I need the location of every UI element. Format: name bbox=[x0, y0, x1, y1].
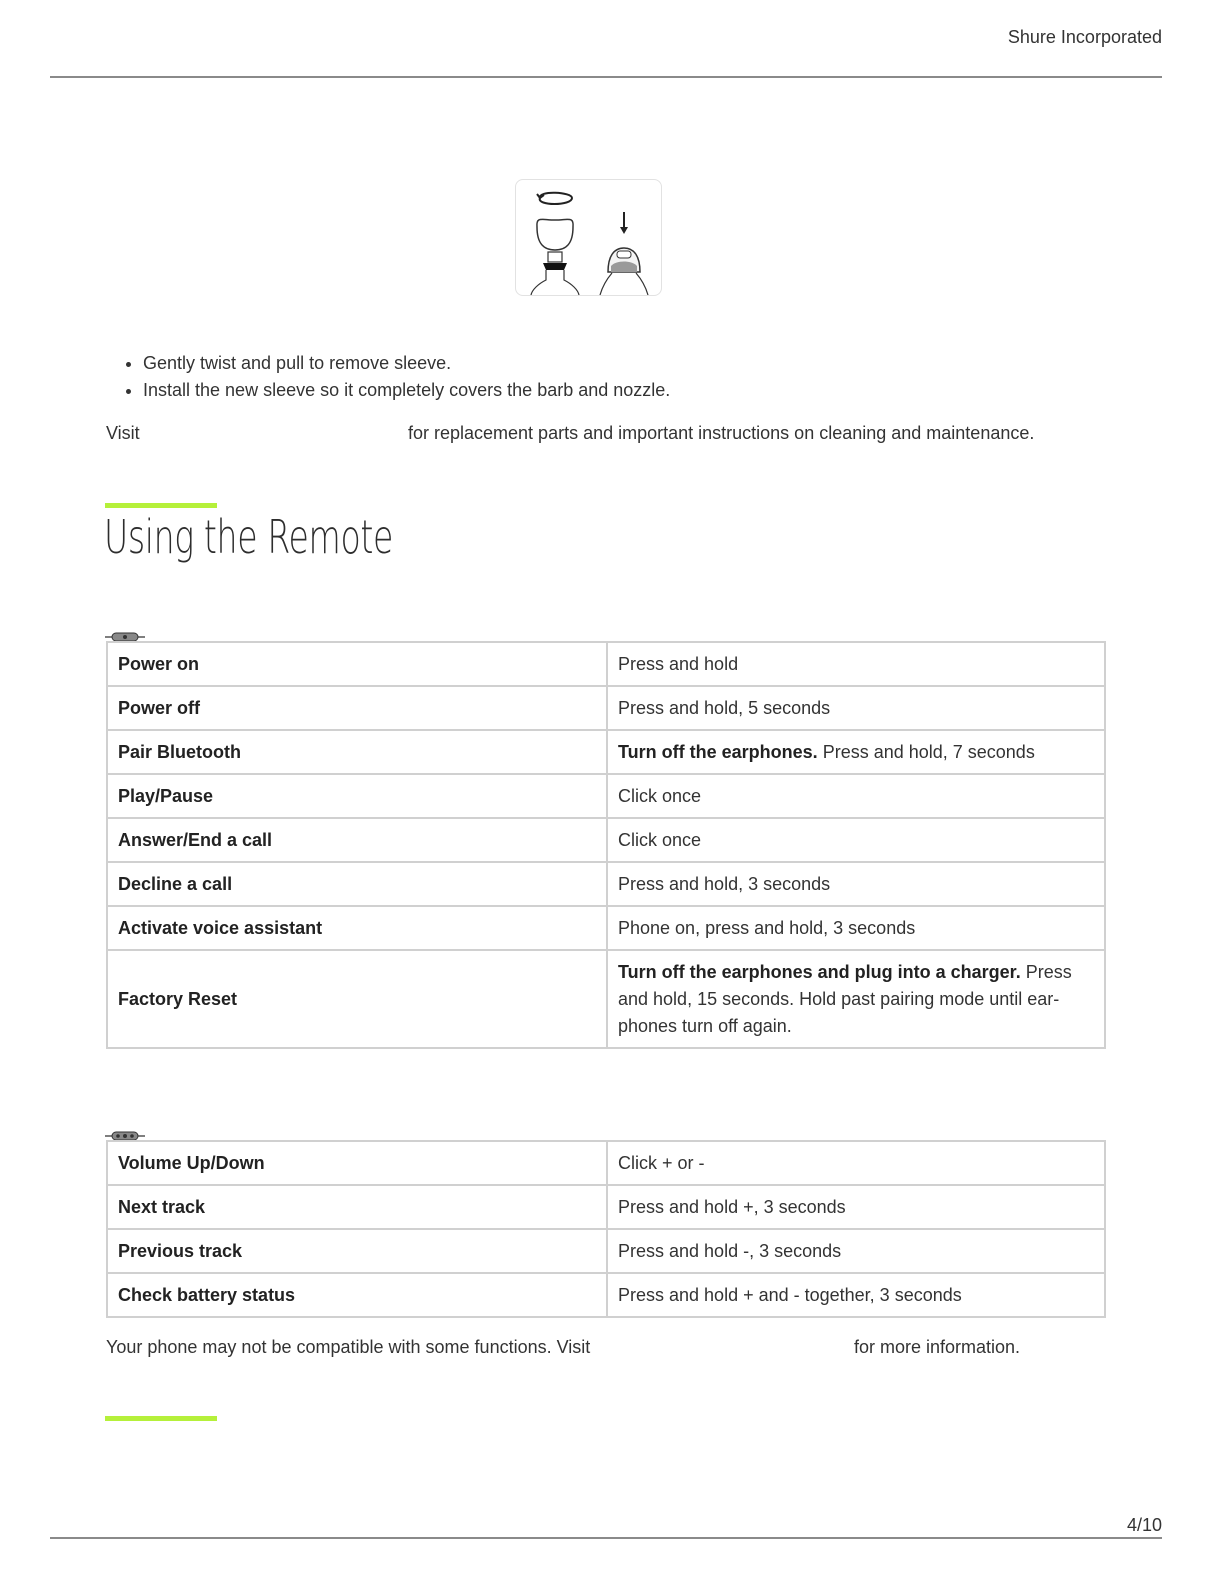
instruction-emphasis: Turn off the earphones. bbox=[618, 741, 818, 762]
header-rule bbox=[50, 76, 1162, 78]
compat-suffix: for more information. bbox=[854, 1337, 1021, 1357]
sleeve-replacement-illustration bbox=[515, 179, 662, 296]
instruction-cell: Phone on, press and hold, 3 seconds bbox=[607, 906, 1105, 950]
visit-parts-line bbox=[106, 423, 1035, 444]
table-row bbox=[107, 950, 1105, 1048]
table-row bbox=[107, 642, 1105, 686]
remote-volume-buttons-table bbox=[106, 1140, 1106, 1318]
action-cell: Answer/End a call bbox=[107, 818, 607, 862]
twist-arrow-icon bbox=[540, 193, 572, 204]
section-accent-bar bbox=[105, 503, 217, 508]
action-cell: Next track bbox=[107, 1185, 607, 1229]
sleeve-instructions-list bbox=[106, 350, 670, 404]
instruction-cell: Press and hold -, 3 seconds bbox=[607, 1229, 1105, 1273]
action-cell: Previous track bbox=[107, 1229, 607, 1273]
action-cell: Power off bbox=[107, 686, 607, 730]
instruction-emphasis: Turn off the earphones and plug into a charger. bbox=[618, 961, 1021, 982]
section-title: Using the Remote bbox=[104, 510, 394, 564]
table-row bbox=[107, 686, 1105, 730]
instruction-cell: Click + or - bbox=[607, 1141, 1105, 1185]
instruction-text: Press and hold, 15 seconds. Hold past pairing mode until ear-phones turn off again. bbox=[618, 961, 1072, 1036]
compat-prefix: Your phone may not be compatible with some functions. Visit bbox=[106, 1337, 591, 1357]
list-item: • Install the new sleeve so it completely covers the barb and nozzle. bbox=[143, 377, 670, 404]
instruction-cell: Click once bbox=[607, 818, 1105, 862]
action-cell: Play/Pause bbox=[107, 774, 607, 818]
table-row bbox=[107, 730, 1105, 774]
table-row bbox=[107, 862, 1105, 906]
instruction-text: Press and hold, 7 seconds bbox=[822, 741, 1035, 762]
footer-rule bbox=[50, 1537, 1162, 1539]
table-row bbox=[107, 1185, 1105, 1229]
instruction-cell: Press and hold, 3 seconds bbox=[607, 862, 1105, 906]
instruction-cell bbox=[607, 730, 1105, 774]
instruction-cell: Press and hold, 5 seconds bbox=[607, 686, 1105, 730]
action-cell: Decline a call bbox=[107, 862, 607, 906]
action-cell: Volume Up/Down bbox=[107, 1141, 607, 1185]
table-row bbox=[107, 1141, 1105, 1185]
instruction-cell: Press and hold + and - together, 3 seconds bbox=[607, 1273, 1105, 1317]
action-cell: Pair Bluetooth bbox=[107, 730, 607, 774]
table-row bbox=[107, 906, 1105, 950]
section-accent-bar bbox=[105, 1416, 217, 1421]
action-cell: Factory Reset bbox=[107, 950, 607, 1048]
action-cell: Activate voice assistant bbox=[107, 906, 607, 950]
table-row bbox=[107, 1229, 1105, 1273]
instruction-cell: Press and hold bbox=[607, 642, 1105, 686]
action-cell: Power on bbox=[107, 642, 607, 686]
visit-prefix: Visit bbox=[106, 423, 140, 443]
table-row bbox=[107, 818, 1105, 862]
action-cell: Check battery status bbox=[107, 1273, 607, 1317]
instruction-cell: Press and hold +, 3 seconds bbox=[607, 1185, 1105, 1229]
remote-center-button-table bbox=[106, 641, 1106, 1049]
compatibility-note bbox=[106, 1337, 1021, 1358]
page-number: 4/10 bbox=[1126, 1515, 1162, 1535]
list-item: • Gently twist and pull to remove sleeve. bbox=[143, 350, 670, 377]
instruction-cell: Click once bbox=[607, 774, 1105, 818]
table-row bbox=[107, 774, 1105, 818]
visit-suffix: for replacement parts and important instructions on cleaning and maintenance. bbox=[408, 423, 1035, 443]
instruction-cell bbox=[607, 950, 1105, 1048]
table-row bbox=[107, 1273, 1105, 1317]
header-company: Shure Incorporated bbox=[1007, 27, 1162, 47]
